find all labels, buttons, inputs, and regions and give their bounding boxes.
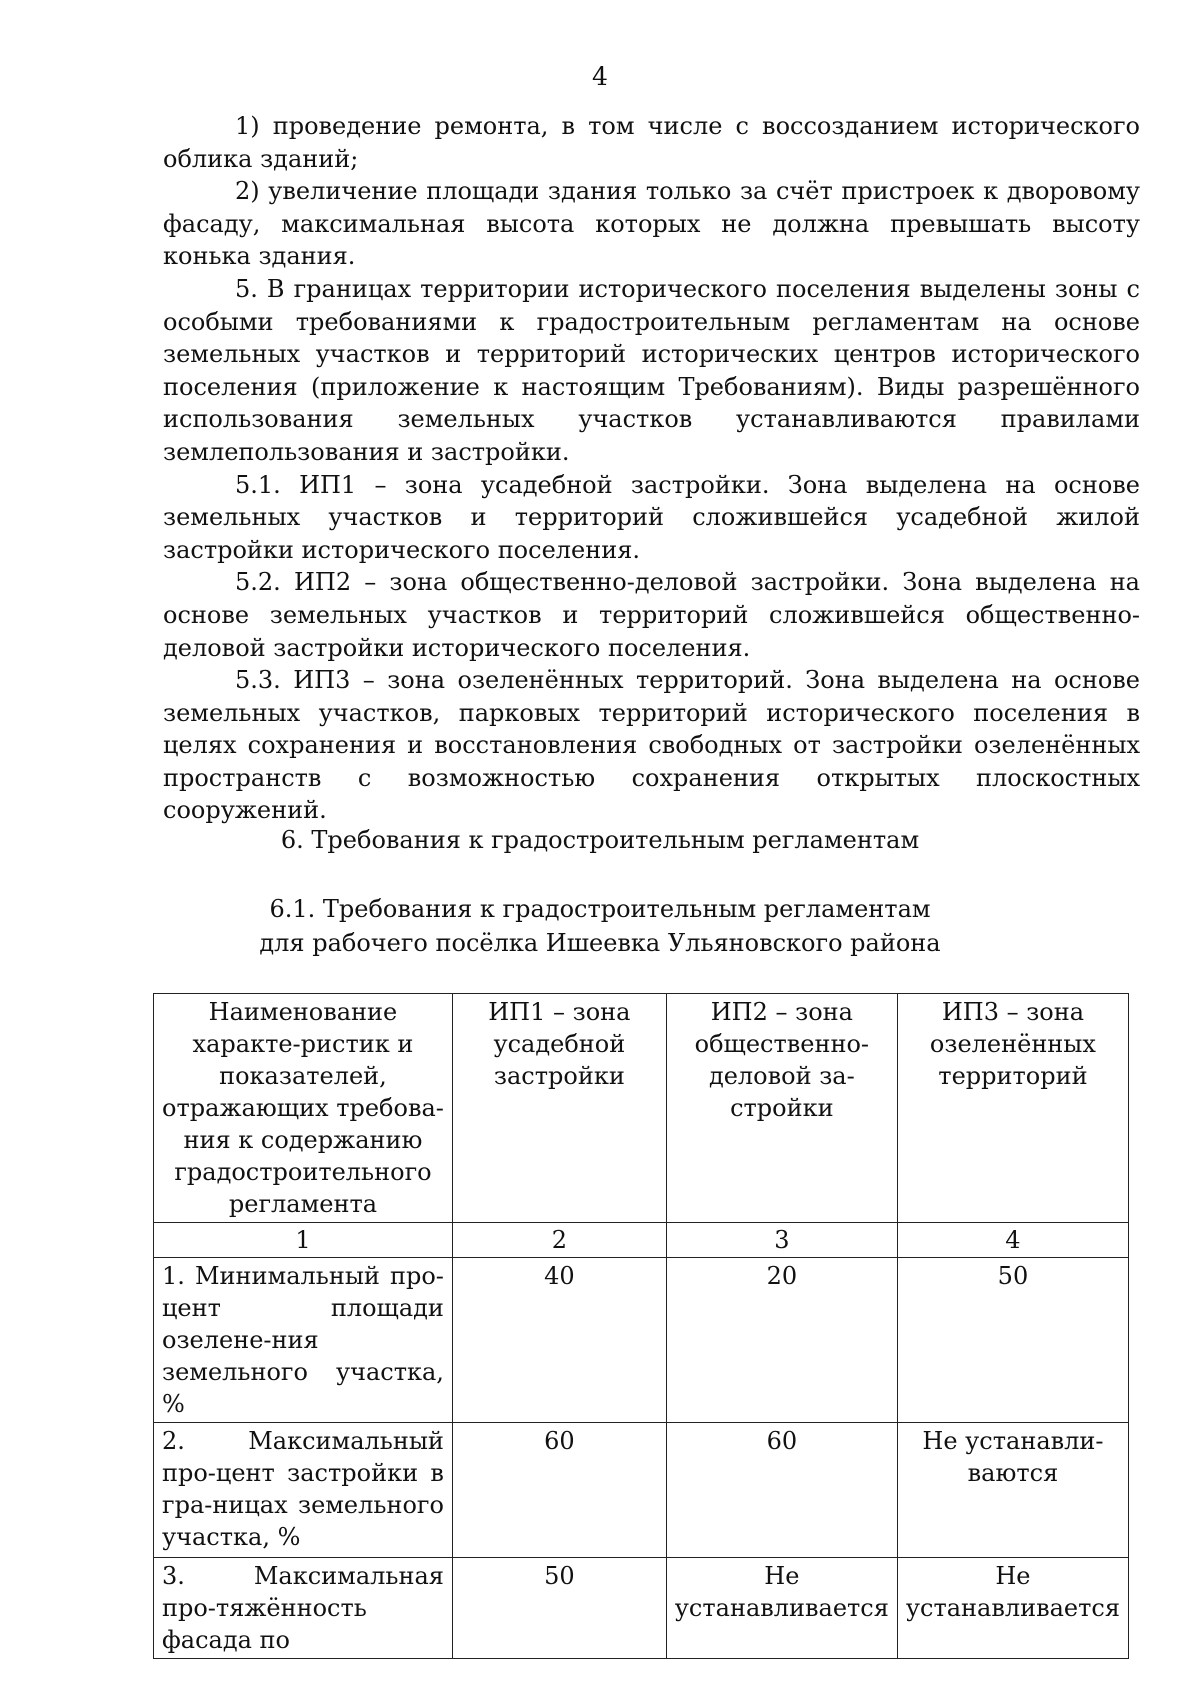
paragraph-item-5-3: 5.3. ИП3 – зона озеленённых территорий. Зона выделена на основе земельных участков, парковых территорий исторического поселения в целях сохранения и восстановления свободных от застройки озеленённых пространств с возможностью сохранения открытых плоскостных сооружений. [163,666,1140,825]
column-number: 2 [452,1223,666,1258]
row-value-ip3: 50 [897,1258,1128,1423]
column-number: 3 [666,1223,897,1258]
table-caption [0,892,1200,960]
table-row [154,1423,1129,1558]
table-caption-line-1: 6.1. Требования к градостроительным регламентам [269,895,931,923]
page-number: 4 [592,62,608,91]
regulations-table [153,993,1129,1659]
paragraph-item-5-1: 5.1. ИП1 – зона усадебной застройки. Зона выделена на основе земельных участков и территорий сложившейся усадебной жилой застройки исторического поселения. [163,470,1140,564]
column-number: 1 [154,1223,453,1258]
row-value-ip1: 40 [452,1258,666,1423]
section-heading: 6. Требования к градостроительным регламентам [280,826,920,854]
paragraph-item-5-2: 5.2. ИП2 – зона общественно-деловой застройки. Зона выделена на основе земельных участков и территорий сложившейся общественно-деловой застройки исторического поселения. [163,568,1140,662]
row-value-ip2: 60 [666,1423,897,1558]
paragraph-item-5: 5. В границах территории исторического поселения выделены зоны с особыми требованиями к градостроительным регламентам на основе земельных участков и территорий исторических центров исторического поселения (приложение к настоящим Требованиям). Виды разрешённого использования земельных участков устанавливаются правилами землепользования и застройки. [163,274,1140,466]
body-text [163,110,1140,827]
paragraph-item-2: 2) увеличение площади здания только за счёт пристроек к дворовому фасаду, максимальная высота которых не должна превышать высоту конька здания. [163,177,1140,271]
table-caption-line-2: для рабочего посёлка Ишеевка Ульяновского района [259,929,941,957]
row-characteristic: 3. Максимальная про-тяжённость фасада по [154,1558,453,1659]
row-value-ip1: 60 [452,1423,666,1558]
row-characteristic: 2. Максимальный про-цент застройки в гра-ницах земельного участка, % [154,1423,453,1558]
header-zone-ip2: ИП2 – зона общественно-деловой за-стройки [666,994,897,1223]
header-zone-ip3: ИП3 – зона озеленённых территорий [897,994,1128,1223]
table-row [154,1558,1129,1659]
row-value-ip3: Не устанавливается [897,1558,1128,1659]
row-value-ip1: 50 [452,1558,666,1659]
row-value-ip2: 20 [666,1258,897,1423]
column-number: 4 [897,1223,1128,1258]
header-characteristics: Наименование характе-ристик и показателей, отражающих требова-ния к содержанию градостроительного регламента [154,994,453,1223]
row-value-ip2: Не устанавливается [666,1558,897,1659]
paragraph-item-1: 1) проведение ремонта, в том числе с воссозданием исторического облика зданий; [163,112,1140,173]
row-characteristic: 1. Минимальный про-цент площади озелене-ния земельного участка, % [154,1258,453,1423]
column-number-row [154,1223,1129,1258]
table-header-row [154,994,1129,1223]
header-zone-ip1: ИП1 – зона усадебной застройки [452,994,666,1223]
row-value-ip3: Не устанавли-ваются [897,1423,1128,1558]
table-row [154,1258,1129,1423]
